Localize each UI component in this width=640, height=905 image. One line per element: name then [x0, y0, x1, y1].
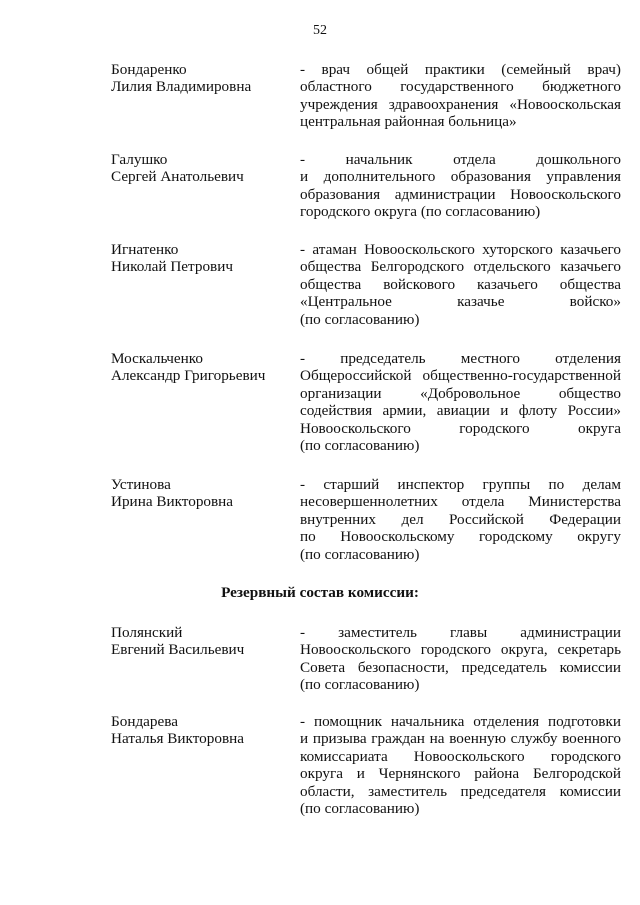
member-surname: Галушко [111, 151, 168, 168]
member-given-name: Лилия Владимировна [111, 78, 252, 96]
role-line: городского округа (по согласованию) [300, 203, 541, 221]
member-name [111, 713, 291, 748]
role-line: (по согласованию) [300, 437, 420, 455]
role-line: Новооскольского городского округа [300, 419, 621, 437]
member-role [300, 624, 621, 694]
role-line: внутренних дел Российской Федерации [300, 510, 621, 528]
role-line: - помощник начальника отделения подготовки [300, 713, 621, 730]
member-role [300, 241, 621, 328]
member-surname: Москальченко [111, 350, 203, 367]
role-line: областного государственного бюджетного [300, 78, 621, 96]
member-role [300, 476, 621, 563]
member-given-name: Николай Петрович [111, 258, 233, 276]
role-line: - заместитель главы администрации [300, 624, 621, 641]
role-line: - председатель местного отделения [300, 350, 621, 367]
role-line: Совета безопасности, председатель комиссии [300, 658, 621, 676]
role-line: Новооскольского городского округа, секретарь [300, 641, 621, 659]
page-number: 52 [313, 23, 327, 38]
member-name [111, 476, 291, 511]
role-line: - врач общей практики (семейный врач) [300, 61, 621, 78]
role-line: комиссариата Новооскольского городского [300, 747, 621, 765]
role-line: образования администрации Новооскольского [300, 185, 621, 203]
member-role [300, 61, 621, 131]
member-surname: Бондаренко [111, 61, 187, 78]
role-line: учреждения здравоохранения «Новооскольская [300, 95, 621, 113]
member-name [111, 350, 291, 385]
member-role [300, 350, 621, 454]
member-given-name: Наталья Викторовна [111, 730, 244, 748]
member-given-name: Евгений Васильевич [111, 641, 245, 659]
member-surname: Полянский [111, 624, 183, 641]
role-line: содействия армии, авиации и флоту России» [300, 402, 621, 420]
role-line: организации «Добровольное общество [300, 384, 621, 402]
role-line: области, заместитель председателя комиссии [300, 782, 621, 800]
role-line: общества Белгородского отдельского казачьего [300, 258, 621, 276]
member-given-name: Сергей Анатольевич [111, 168, 244, 186]
member-surname: Устинова [111, 476, 171, 493]
member-given-name: Александр Григорьевич [111, 367, 266, 385]
role-line: - старший инспектор группы по делам [300, 476, 621, 493]
role-line: - начальник отдела дошкольного [300, 151, 621, 168]
role-line: - атаман Новооскольского хуторского казачьего [300, 241, 621, 258]
role-line: и дополнительного образования управления [300, 168, 621, 186]
member-name [111, 151, 291, 186]
role-line: центральная районная больница» [300, 113, 517, 131]
member-role [300, 713, 621, 817]
role-line: несовершеннолетних отдела Министерства [300, 493, 621, 511]
role-line: по Новооскольскому городскому округу [300, 528, 621, 546]
member-name [111, 241, 291, 276]
role-line: (по согласованию) [300, 310, 420, 328]
role-line: округа и Чернянского района Белгородской [300, 765, 621, 783]
role-line: (по согласованию) [300, 545, 420, 563]
member-given-name: Ирина Викторовна [111, 493, 234, 511]
member-role [300, 151, 621, 221]
role-line: общества войскового казачьего общества [300, 275, 621, 293]
role-line: и призыва граждан на военную службу военного [300, 730, 621, 748]
reserve-section-heading: Резервный состав комиссии: [221, 584, 419, 601]
member-name [111, 61, 291, 96]
member-name [111, 624, 291, 659]
role-line: (по согласованию) [300, 800, 420, 818]
role-line: Общероссийской общественно-государственной [300, 367, 621, 385]
role-line: (по согласованию) [300, 676, 420, 694]
role-line: «Центральное казачье войско» [300, 293, 621, 311]
member-surname: Бондарева [111, 713, 178, 730]
member-surname: Игнатенко [111, 241, 179, 258]
